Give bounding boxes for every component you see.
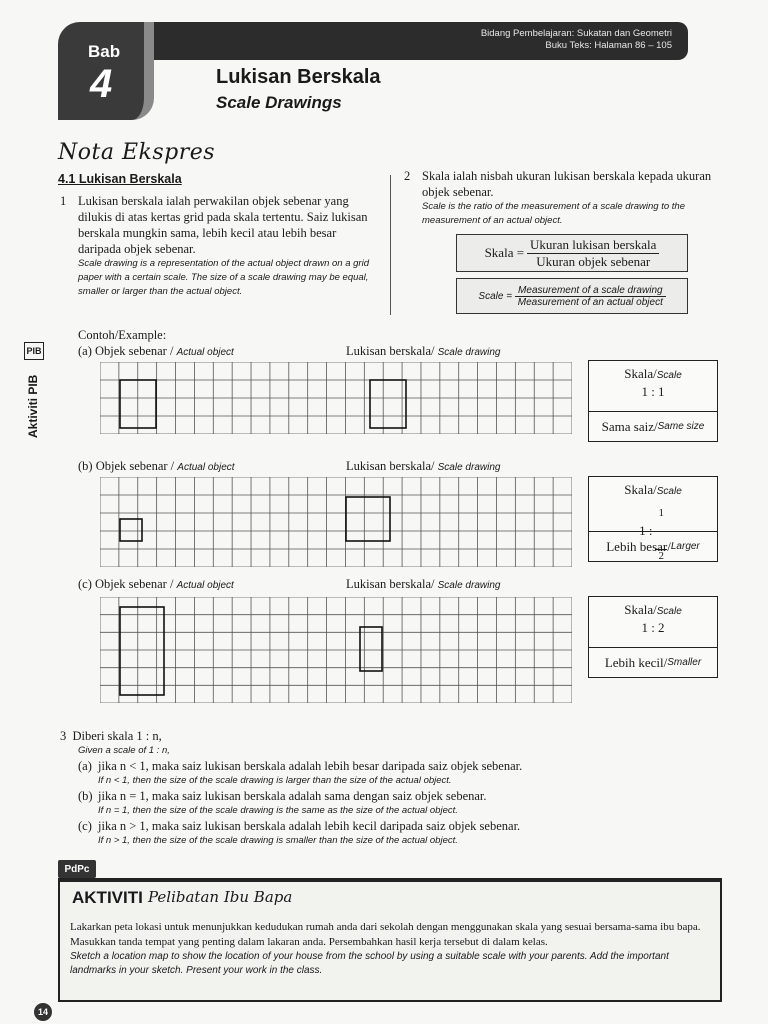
formula-fraction	[515, 285, 666, 308]
chapter-number: 4	[90, 62, 113, 106]
scale-drawing-shape	[360, 627, 382, 671]
scale-drawing-label: Lukisan berskala/	[346, 459, 435, 473]
pdpc-tag: PdPc	[58, 860, 96, 878]
example-row-c-drawing-label	[346, 577, 500, 592]
row-letter: (b)	[78, 459, 93, 473]
formula-numerator: Ukuran lukisan berskala	[527, 237, 659, 254]
result-label: Lebih besar/	[606, 538, 671, 554]
scale-label: Skala/	[624, 482, 657, 497]
point-text-ms: Skala ialah nisbah ukuran lukisan berskala kepada ukuran objek sebenar.	[422, 169, 712, 199]
note-point-3	[60, 728, 720, 848]
page-subtitle: Scale Drawings	[216, 93, 342, 112]
actual-object-label-en: Actual object	[177, 462, 235, 473]
actual-object-label-en: Actual object	[176, 347, 234, 358]
actual-object-label: Objek sebenar /	[95, 577, 174, 591]
nota-heading: Nota Ekspres	[58, 140, 216, 165]
point-intro-ms: Diberi skala 1 : n,	[72, 729, 162, 743]
row-letter: (c)	[78, 577, 92, 591]
point-number: 3	[60, 729, 67, 743]
condition-b	[78, 788, 720, 818]
formula-lhs: Scale =	[478, 290, 513, 302]
scale-box-b	[588, 476, 718, 562]
condition-c	[78, 818, 720, 848]
point-number: 1	[60, 194, 67, 208]
scale-box-c	[588, 596, 718, 678]
learning-area: Bidang Pembelajaran: Sukatan dan Geometri	[480, 28, 672, 39]
condition-letter: (b)	[78, 789, 93, 803]
result-label: Lebih kecil/	[604, 654, 668, 670]
column-divider	[390, 175, 391, 315]
point-text-en: Scale is the ratio of the measurement of a scale drawing to the measurement of an actual object.	[422, 201, 685, 226]
result-label-en: Smaller	[667, 657, 702, 668]
page-title: Lukisan Berskala	[216, 66, 381, 88]
condition-text-en: If n = 1, then the size of the scale drawing is the same as the size of the actual object.	[98, 805, 458, 816]
point-intro-en: Given a scale of 1 : n,	[78, 745, 170, 756]
scale-drawing-label: Lukisan berskala/	[346, 577, 435, 591]
note-point-1	[60, 193, 378, 299]
header-meta	[481, 28, 672, 52]
result-label-en: Same size	[657, 421, 705, 432]
actual-object-label: Objek sebenar /	[95, 459, 175, 473]
header-band	[150, 22, 688, 60]
scale-label-en: Scale	[656, 486, 682, 497]
condition-text-ms: jika n > 1, maka saiz lukisan berskala adalah lebih kecil daripada saiz objek sebenar.	[98, 819, 521, 833]
example-row-a-drawing-label	[346, 344, 500, 359]
scale-drawing-label-en: Scale drawing	[437, 580, 501, 591]
grid-example-a	[100, 362, 572, 434]
activity-title: AKTIVITI	[72, 888, 143, 907]
grid-example-b	[100, 477, 572, 567]
example-heading: Contoh/Example:	[78, 328, 167, 342]
condition-text-en: If n < 1, then the size of the scale drawing is larger than the size of the actual object.	[98, 775, 452, 786]
condition-text-en: If n > 1, then the size of the scale drawing is smaller than the size of the actual object.	[98, 835, 458, 846]
chapter-badge	[58, 22, 154, 120]
formula-fraction	[527, 237, 659, 270]
row-letter: (a)	[78, 344, 92, 358]
scale-drawing-label-en: Scale drawing	[437, 347, 501, 358]
formula-box-ms	[456, 234, 688, 272]
example-row-b-label	[78, 459, 235, 474]
formula-denominator: Measurement of an actual object	[517, 296, 663, 308]
result-label: Sama saiz/	[601, 418, 658, 434]
scale-label-en: Scale	[656, 606, 682, 617]
actual-object-shape	[120, 519, 142, 541]
scale-box-a	[588, 360, 718, 442]
formula-numerator: Measurement of a scale drawing	[515, 285, 666, 297]
condition-a	[78, 758, 720, 788]
point-text-ms: Lukisan berskala ialah perwakilan objek sebenar yang dilukis di atas kertas grid pada skala tertentu. Saiz lukisan berskala mungkin sama, lebih kecil atau lebih besar daripada objek sebenar.	[78, 194, 368, 256]
note-point-2	[404, 168, 714, 228]
ratio-denominator: 2	[658, 550, 664, 562]
scale-ratio: 1 :	[639, 523, 653, 538]
point-text-en: Scale drawing is a representation of the actual object drawn on a grid paper with a certain scale. The size of a scale drawing may be equal, smaller or larger than the actual object.	[78, 258, 369, 297]
actual-object-shape	[120, 607, 164, 695]
condition-letter: (a)	[78, 759, 92, 773]
scale-ratio: 1 : 2	[641, 620, 665, 635]
scale-drawing-shape	[370, 380, 406, 428]
formula-box-en	[456, 278, 688, 314]
condition-text-ms: jika n = 1, maka saiz lukisan berskala adalah sama dengan saiz objek sebenar.	[98, 789, 487, 803]
result-label-en: Larger	[670, 541, 700, 552]
activity-subtitle: Pelibatan Ibu Bapa	[148, 888, 293, 906]
section-heading: 4.1 Lukisan Berskala	[58, 172, 182, 186]
activity-text-ms: Lakarkan peta lokasi untuk menunjukkan kedudukan rumah anda dari sekolah dengan menggunakan skala yang sesuai bersama-sama ibu bapa. Masukkan tanda tempat yang penting dalam lakaran anda. Persembahkan hasil kerja tersebut di dalam kelas.	[70, 921, 701, 948]
activity-text-en: Sketch a location map to show the location of your house from the school by using a suitable scale with your parents. Add the important landmarks in your sketch. Present your work in the class.	[70, 951, 669, 976]
condition-letter: (c)	[78, 819, 92, 833]
example-row-b-drawing-label	[346, 459, 500, 474]
point-number: 2	[404, 169, 411, 183]
activity-body	[70, 920, 710, 978]
pib-side-label: Aktiviti PIB	[26, 374, 40, 438]
pib-tab: PIB	[24, 342, 44, 360]
scale-label-en: Scale	[656, 370, 682, 381]
scale-ratio: 1 : 1	[641, 384, 665, 399]
textbook-pages: Buku Teks: Halaman 86 – 105	[545, 40, 672, 51]
grid-example-c	[100, 597, 572, 703]
scale-label: Skala/	[624, 366, 657, 381]
example-row-c-label	[78, 577, 234, 592]
scale-label: Skala/	[624, 602, 657, 617]
scale-drawing-label-en: Scale drawing	[437, 462, 501, 473]
example-row-a-label	[78, 344, 234, 359]
actual-object-label: Objek sebenar /	[95, 344, 174, 358]
activity-box	[58, 878, 722, 1002]
actual-object-label-en: Actual object	[176, 580, 234, 591]
page-number: 14	[34, 1003, 52, 1021]
condition-text-ms: jika n < 1, maka saiz lukisan berskala adalah lebih besar daripada saiz objek sebenar.	[98, 759, 523, 773]
ratio-numerator: 1	[655, 500, 667, 550]
scale-drawing-label: Lukisan berskala/	[346, 344, 435, 358]
formula-denominator: Ukuran objek sebenar	[536, 253, 651, 269]
chapter-label: Bab	[88, 42, 121, 61]
formula-lhs: Skala =	[484, 245, 525, 260]
